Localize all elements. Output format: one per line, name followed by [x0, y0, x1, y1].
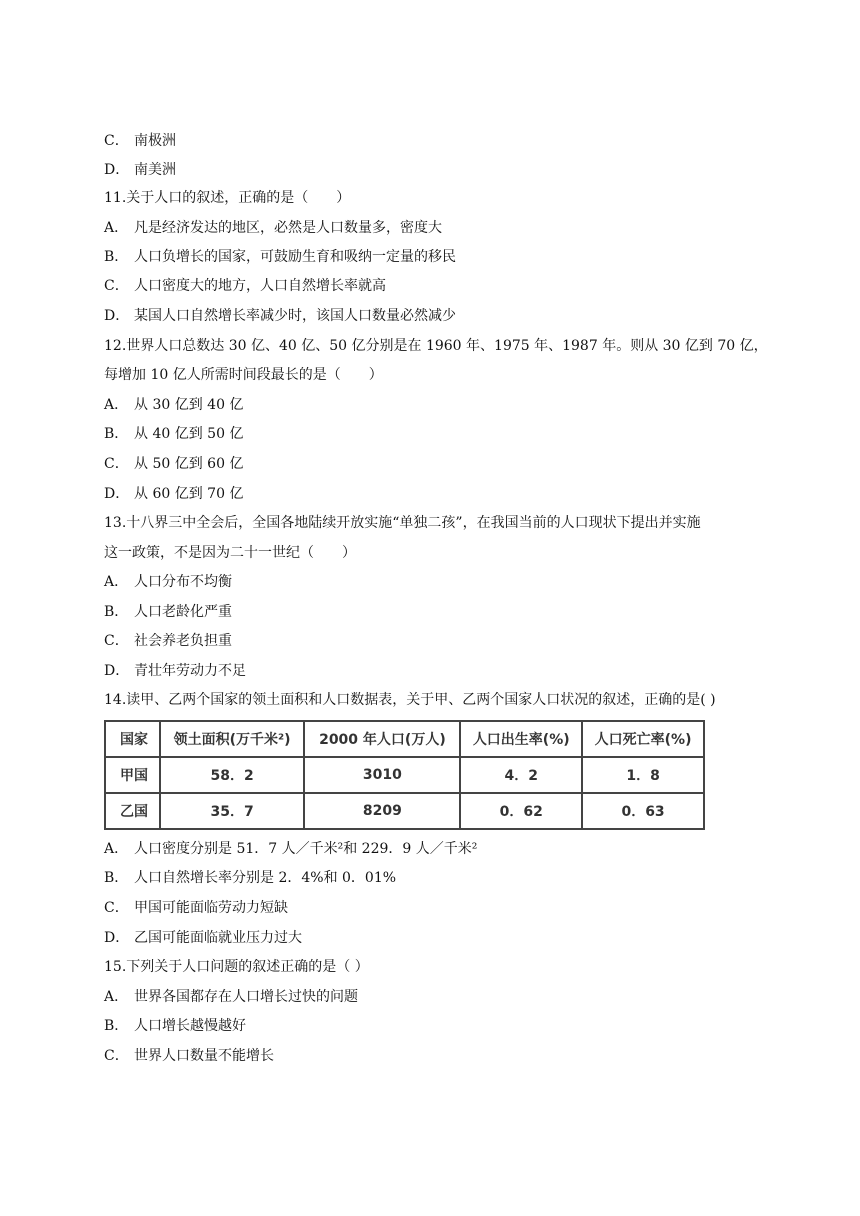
table-header-cell: 人口死亡率(%)	[582, 721, 704, 757]
option-text: 世界各国都存在人口增长过快的问题	[134, 989, 358, 1005]
question-text: 每增加 10 亿人所需时间段最长的是（ ）	[104, 367, 383, 383]
option-text: 人口自然增长率分别是 2．4%和 0．01%	[134, 870, 397, 886]
option-text: 人口老龄化严重	[134, 604, 232, 620]
option-letter: C．	[104, 900, 129, 916]
option-text: 青壮年劳动力不足	[134, 663, 246, 679]
option-text: 南极洲	[134, 133, 176, 149]
text-line	[104, 484, 243, 504]
table-header-cell: 人口出生率(%)	[460, 721, 582, 757]
table-row	[105, 757, 704, 793]
table-cell: 0．63	[582, 793, 704, 829]
table-row	[105, 793, 704, 829]
table-cell: 1．8	[582, 757, 704, 793]
option-text: 从 40 亿到 50 亿	[134, 426, 244, 442]
text-line	[104, 454, 243, 474]
option-letter: A．	[104, 841, 129, 857]
question-13	[104, 513, 701, 533]
option-text: 甲国可能面临劳动力短缺	[134, 900, 288, 916]
question-12-cont	[104, 365, 383, 385]
option-letter: A．	[104, 220, 129, 236]
question-13-cont	[104, 543, 356, 563]
text-line	[104, 160, 176, 180]
option-text: 人口分布不均衡	[134, 574, 232, 590]
option-letter: C．	[104, 633, 129, 649]
option-text: 从 30 亿到 40 亿	[134, 397, 244, 413]
text-line	[104, 1046, 274, 1066]
question-text: 12.世界人口总数达 30 亿、40 亿、50 亿分别是在 1960 年、1975 年、1987 年。则从 30 亿到 70 亿，	[104, 338, 768, 354]
table-cell: 8209	[304, 793, 460, 829]
table-cell: 乙国	[105, 793, 160, 829]
option-letter: B．	[104, 604, 129, 620]
text-line	[104, 131, 176, 151]
option-letter: C．	[104, 1048, 129, 1064]
question-text: 13.十八界三中全会后，全国各地陆续开放实施“单独二孩”，在我国当前的人口现状下提出并实施	[104, 515, 701, 531]
population-data-table	[104, 720, 705, 830]
option-letter: B．	[104, 249, 129, 265]
table-header-cell: 2000 年人口(万人)	[304, 721, 460, 757]
table-cell: 4．2	[460, 757, 582, 793]
option-letter: C．	[104, 133, 129, 149]
text-line	[104, 928, 302, 948]
option-letter: D．	[104, 486, 130, 502]
option-letter: D．	[104, 663, 130, 679]
question-14	[104, 690, 716, 710]
text-line	[104, 602, 232, 622]
text-line	[104, 1016, 246, 1036]
question-11	[104, 188, 350, 208]
table-cell: 甲国	[105, 757, 160, 793]
text-line	[104, 572, 232, 592]
option-text: 社会养老负担重	[134, 633, 232, 649]
table-cell: 58．2	[160, 757, 305, 793]
text-line	[104, 247, 456, 267]
option-text: 从 60 亿到 70 亿	[134, 486, 244, 502]
text-line	[104, 839, 477, 859]
text-line	[104, 661, 246, 681]
table-cell: 0．62	[460, 793, 582, 829]
table-header-cell: 领土面积(万千米²)	[160, 721, 305, 757]
question-text: 14.读甲、乙两个国家的领土面积和人口数据表，关于甲、乙两个国家人口状况的叙述，正确的是( )	[104, 692, 716, 708]
option-text: 人口负增长的国家，可鼓励生育和吸纳一定量的移民	[134, 249, 456, 265]
option-letter: D．	[104, 308, 130, 324]
table-header-cell: 国家	[105, 721, 160, 757]
option-text: 世界人口数量不能增长	[134, 1048, 274, 1064]
option-text: 凡是经济发达的地区，必然是人口数量多，密度大	[134, 220, 442, 236]
option-text: 南美洲	[134, 162, 176, 178]
text-line	[104, 276, 386, 296]
option-letter: C．	[104, 456, 129, 472]
question-text: 这一政策，不是因为二十一世纪（ ）	[104, 545, 356, 561]
text-line	[104, 424, 243, 444]
question-15	[104, 957, 369, 977]
text-line	[104, 218, 442, 238]
option-letter: B．	[104, 1018, 129, 1034]
option-letter: A．	[104, 574, 129, 590]
option-letter: A．	[104, 397, 129, 413]
text-line	[104, 987, 358, 1007]
option-letter: B．	[104, 426, 129, 442]
table-cell: 3010	[304, 757, 460, 793]
option-text: 人口密度分别是 51．7 人／千米²和 229．9 人／千米²	[134, 841, 478, 857]
option-letter: C．	[104, 278, 129, 294]
option-letter: D．	[104, 930, 130, 946]
table-cell: 35．7	[160, 793, 305, 829]
table-header-row	[105, 721, 704, 757]
option-text: 从 50 亿到 60 亿	[134, 456, 244, 472]
question-12	[104, 336, 768, 356]
text-line	[104, 306, 456, 326]
question-text: 11.关于人口的叙述，正确的是（ ）	[104, 190, 351, 206]
option-text: 人口密度大的地方，人口自然增长率就高	[134, 278, 386, 294]
text-line	[104, 631, 232, 651]
option-letter: A．	[104, 989, 129, 1005]
question-text: 15.下列关于人口问题的叙述正确的是（ ）	[104, 959, 369, 975]
text-line	[104, 868, 396, 888]
text-line	[104, 395, 243, 415]
option-letter: B．	[104, 870, 129, 886]
text-line	[104, 898, 288, 918]
option-text: 人口增长越慢越好	[134, 1018, 246, 1034]
option-text: 乙国可能面临就业压力过大	[134, 930, 302, 946]
option-letter: D．	[104, 162, 130, 178]
option-text: 某国人口自然增长率减少时，该国人口数量必然减少	[134, 308, 456, 324]
